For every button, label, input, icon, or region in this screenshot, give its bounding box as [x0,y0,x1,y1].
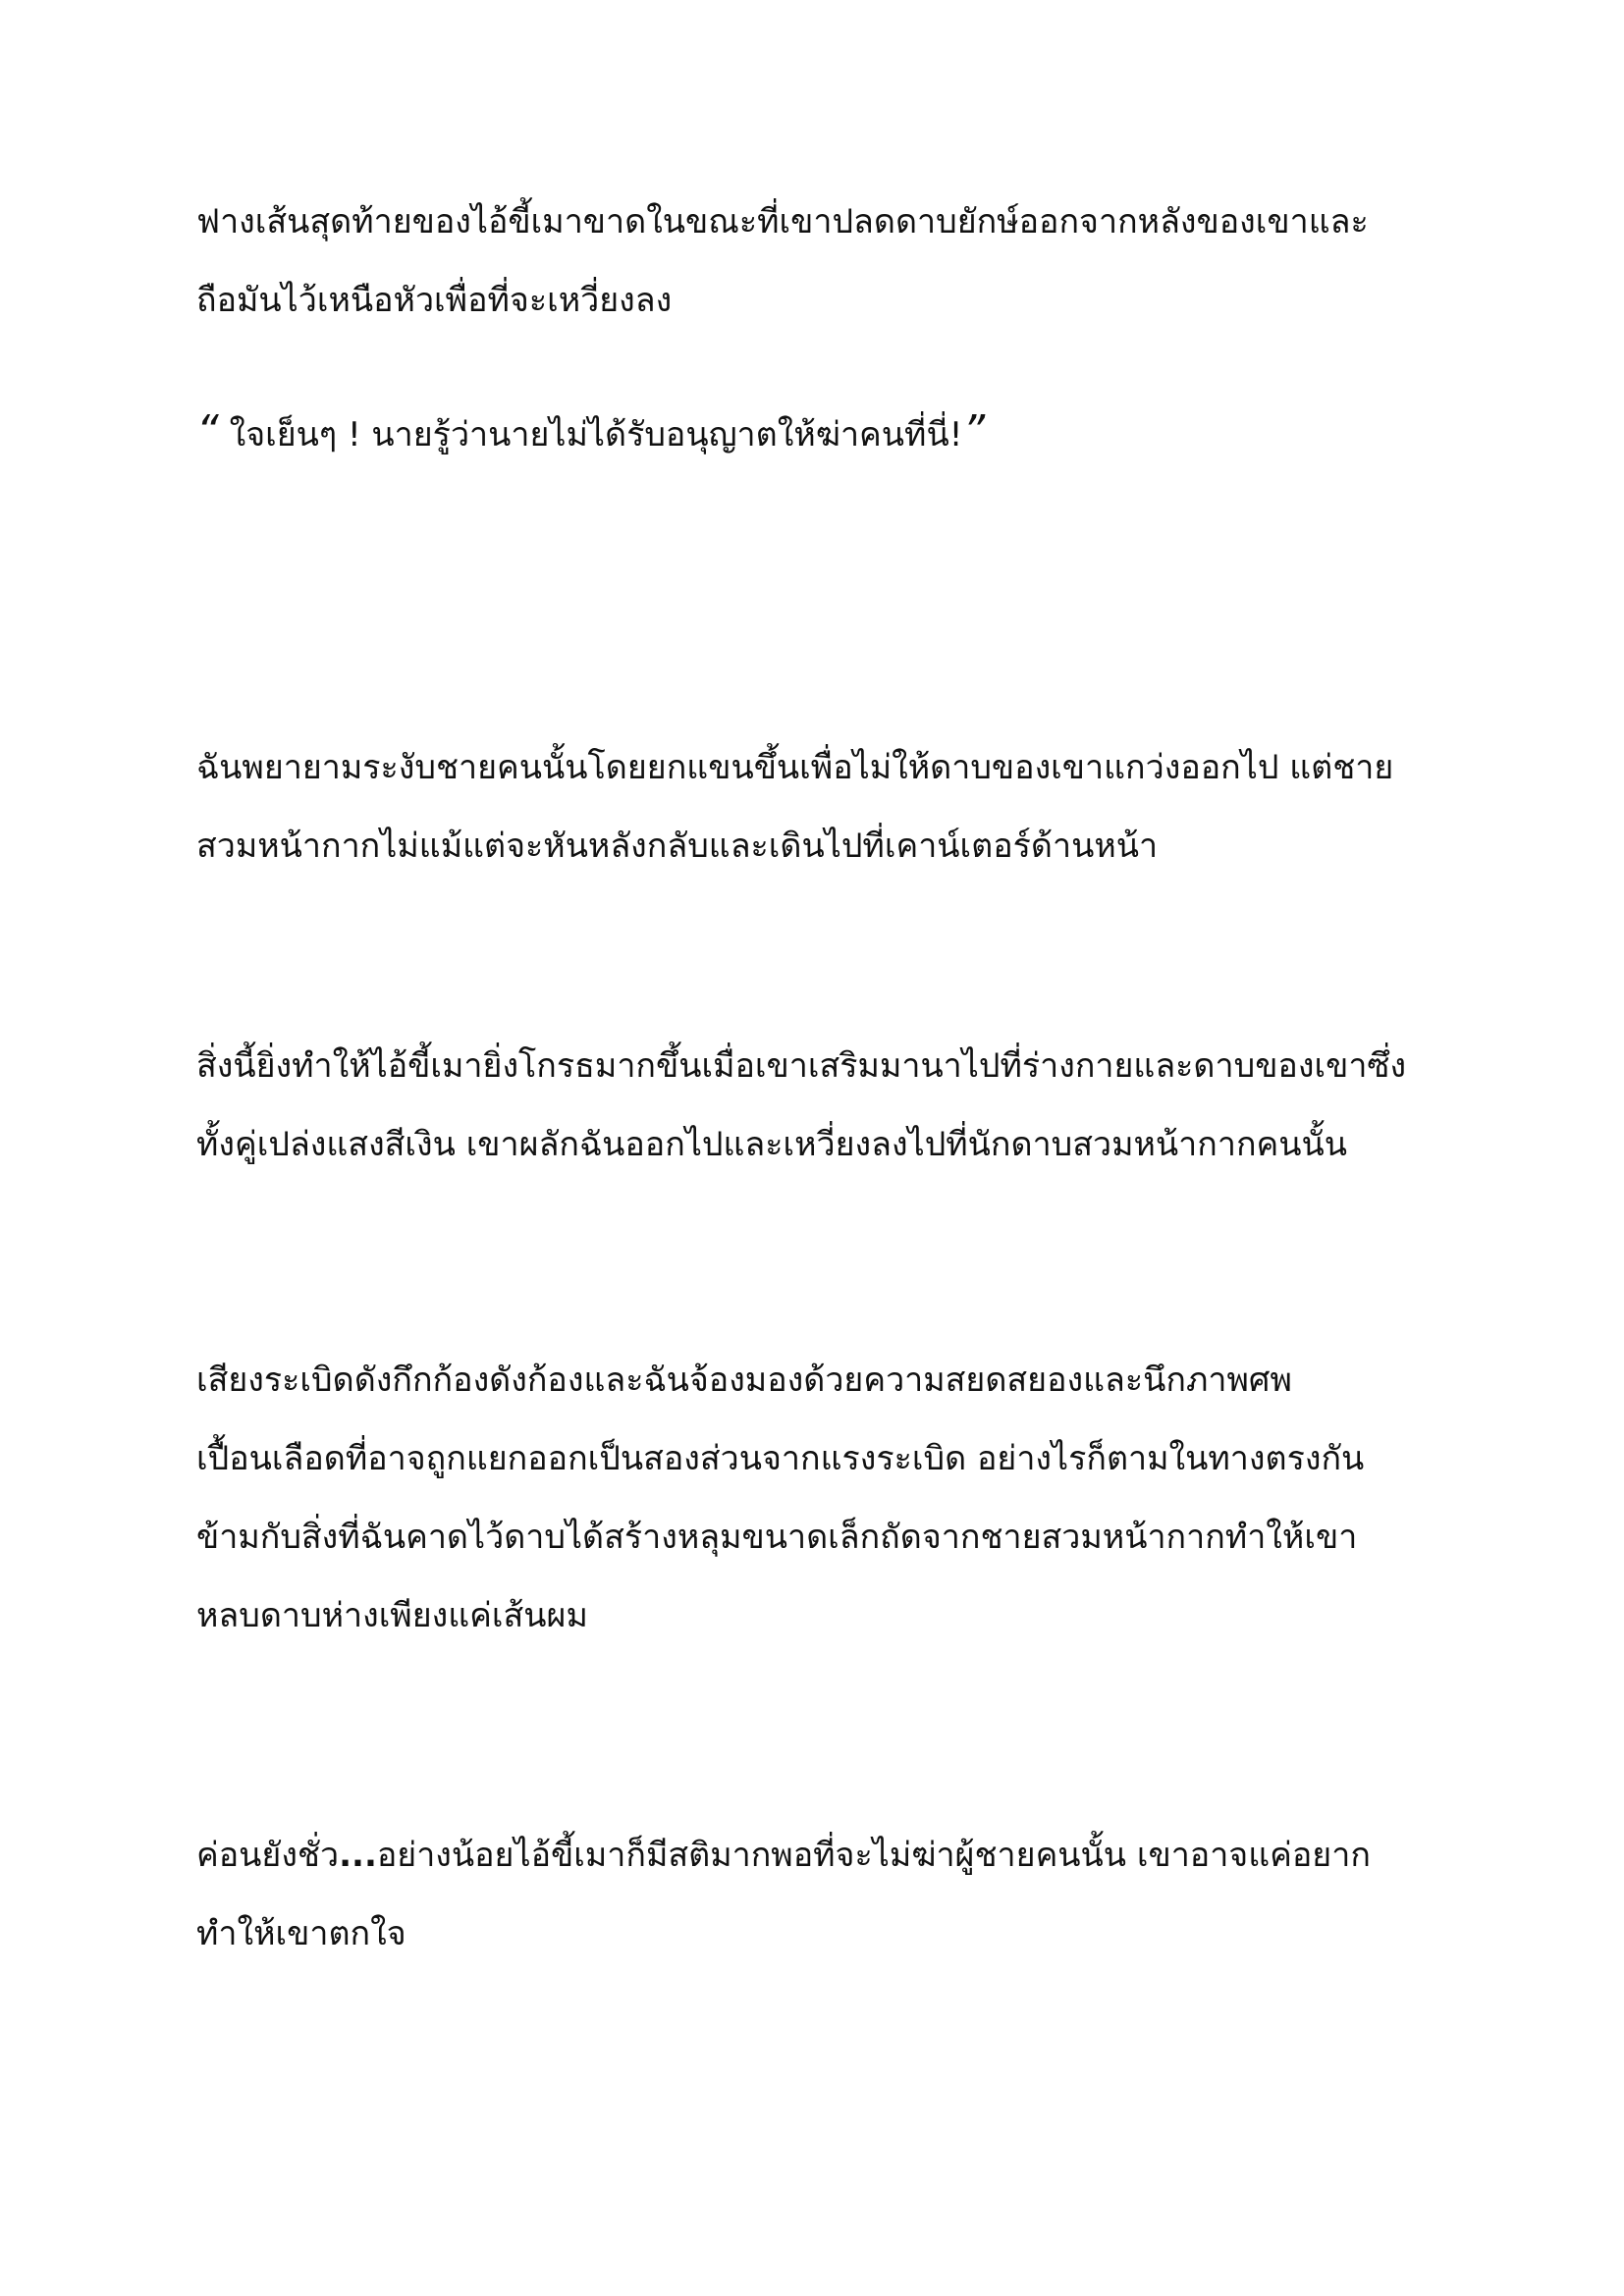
close-quote-mark: ” [962,406,986,456]
paragraph-line: ฟางเส้นสุดท้ายของไอ้ขี้เมาขาดในขณะที่เขาปลดดาบยักษ์ออกจากหลังของเขาและ [196,202,1369,241]
paragraph-1 [196,183,1443,340]
line-text: อย่างน้อยไอ้ขี้เมาก็มีสติมากพอที่จะไม่ฆ่าผู้ชายคนนั้น เขาอาจแค่อยาก [376,1836,1371,1875]
paragraph-4 [196,1027,1443,1184]
paragraph-6 [196,1816,1443,1973]
paragraph-line [196,1816,1443,1895]
paragraph-3 [196,728,1443,885]
ellipsis: ... [339,1836,377,1875]
line-text: ค่อนยังชั่ว [196,1836,340,1875]
paragraph-line: ทำให้เขาตกใจ [196,1914,406,1953]
paragraph-line: ข้ามกับสิ่งที่ฉันคาดไว้ดาบได้สร้างหลุมขนาดเล็กถัดจากชายสวมหน้ากากทำให้เขา [196,1518,1358,1557]
paragraph-5 [196,1341,1443,1655]
paragraph-line: สวมหน้ากากไม่แม้แต่จะหันหลังกลับและเดินไปที่เคาน์เตอร์ด้านหน้า [196,827,1159,866]
paragraph-line: ทั้งคู่เปล่งแสงสีเงิน เขาผลักฉันออกไปและเหวี่ยงลงไปที่นักดาบสวมหน้ากากคนนั้น [196,1125,1348,1164]
paragraph-line: เปื้อนเลือดที่อาจถูกแยกออกเป็นสองส่วนจากแรงระเบิด อย่างไรก็ตามในทางตรงกัน [196,1439,1365,1478]
paragraph-line: เสียงระเบิดดังกึกก้องดังก้องและฉันจ้องมองด้วยความสยดสยองและนึกภาพศพ [196,1361,1292,1400]
paragraph-line: ฉันพยายามระงับชายคนนั้นโดยยกแขนขึ้นเพื่อไม่ให้ดาบของเขาแกว่งออกไป แต่ชาย [196,748,1394,787]
paragraph-2-dialogue [196,393,1443,471]
open-quote-mark: “ [196,406,219,456]
dialogue-line [196,393,1443,471]
paragraph-line: หลบดาบห่างเพียงแค่เส้นผม [196,1596,588,1635]
paragraph-line: สิ่งนี้ยิ่งทำให้ไอ้ขี้เมายิ่งโกรธมากขึ้นเมื่อเขาเสริมมานาไปที่ร่างกายและดาบของเขาซึ่ง [196,1046,1407,1086]
paragraph-line: ถือมันไว้เหนือหัวเพื่อที่จะเหวี่ยงลง [196,281,673,320]
dialogue-text: ใจเย็นๆ ! นายรู้ว่านายไม่ได้รับอนุญาตให้ฆ่าคนที่นี่! [218,415,963,454]
